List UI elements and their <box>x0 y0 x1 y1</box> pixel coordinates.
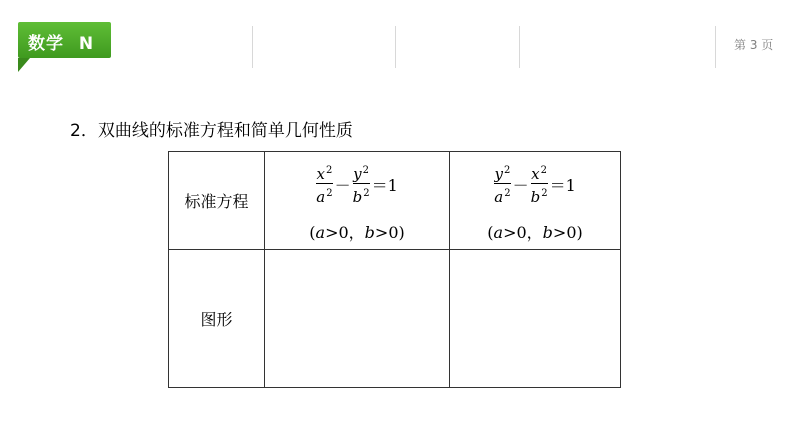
paren-open: ( <box>309 223 316 242</box>
exponent: 2 <box>363 188 370 199</box>
graph-cell-x-axis <box>265 250 450 388</box>
graph-cell-y-axis <box>450 250 621 388</box>
table-row <box>169 250 621 388</box>
gt-zero-close: >0) <box>552 223 583 242</box>
header-divider <box>252 26 253 68</box>
hyperbola-properties-table <box>168 151 621 388</box>
var-b: b <box>364 223 375 242</box>
equation-cell-y-axis <box>450 152 621 250</box>
gt-zero-close: >0) <box>374 223 405 242</box>
table-row <box>169 152 621 250</box>
denominator: a <box>316 188 326 206</box>
section-title: 2．双曲线的标准方程和简单几何性质 <box>70 121 353 141</box>
exponent: 2 <box>540 165 547 176</box>
equals-one: ＝1 <box>371 175 398 195</box>
minus-sign: － <box>334 175 351 195</box>
exponent: 2 <box>504 188 511 199</box>
subject-badge <box>18 22 111 58</box>
condition-y-axis <box>450 220 620 243</box>
equation-x-axis <box>265 162 449 206</box>
fraction <box>494 162 510 206</box>
condition-x-axis <box>265 220 449 243</box>
numerator: y <box>353 165 362 183</box>
row-label-graph: 图形 <box>169 250 265 388</box>
fraction <box>316 162 332 206</box>
exponent: 2 <box>325 165 333 176</box>
badge-fold <box>18 58 30 72</box>
gt-zero: >0， <box>503 223 543 242</box>
denominator: b <box>352 188 363 206</box>
equation-cell-x-axis <box>265 152 450 250</box>
exponent: 2 <box>362 165 369 176</box>
gt-zero: >0， <box>325 223 365 242</box>
edition-letter: N <box>78 34 95 54</box>
header-divider <box>715 26 716 68</box>
exponent: 2 <box>541 188 548 199</box>
subject-label <box>28 29 94 54</box>
page-number: 第 3 页 <box>734 38 774 52</box>
equals-one: ＝1 <box>549 175 576 195</box>
subject-name: 数学 <box>28 34 64 54</box>
equation-y-axis <box>450 162 620 206</box>
numerator: y <box>494 165 503 183</box>
denominator: a <box>494 188 504 206</box>
denominator: b <box>530 188 541 206</box>
slide-header <box>0 0 794 70</box>
var-b: b <box>542 223 553 242</box>
paren-open: ( <box>487 223 494 242</box>
var-a: a <box>315 223 326 242</box>
fraction <box>353 162 370 206</box>
row-label-equation: 标准方程 <box>169 152 265 250</box>
header-divider <box>395 26 396 68</box>
header-divider <box>519 26 520 68</box>
exponent: 2 <box>503 165 511 176</box>
exponent: 2 <box>326 188 333 199</box>
minus-sign: － <box>512 175 529 195</box>
numerator: x <box>316 165 325 183</box>
fraction <box>531 162 548 206</box>
var-a: a <box>493 223 504 242</box>
numerator: x <box>531 165 540 183</box>
